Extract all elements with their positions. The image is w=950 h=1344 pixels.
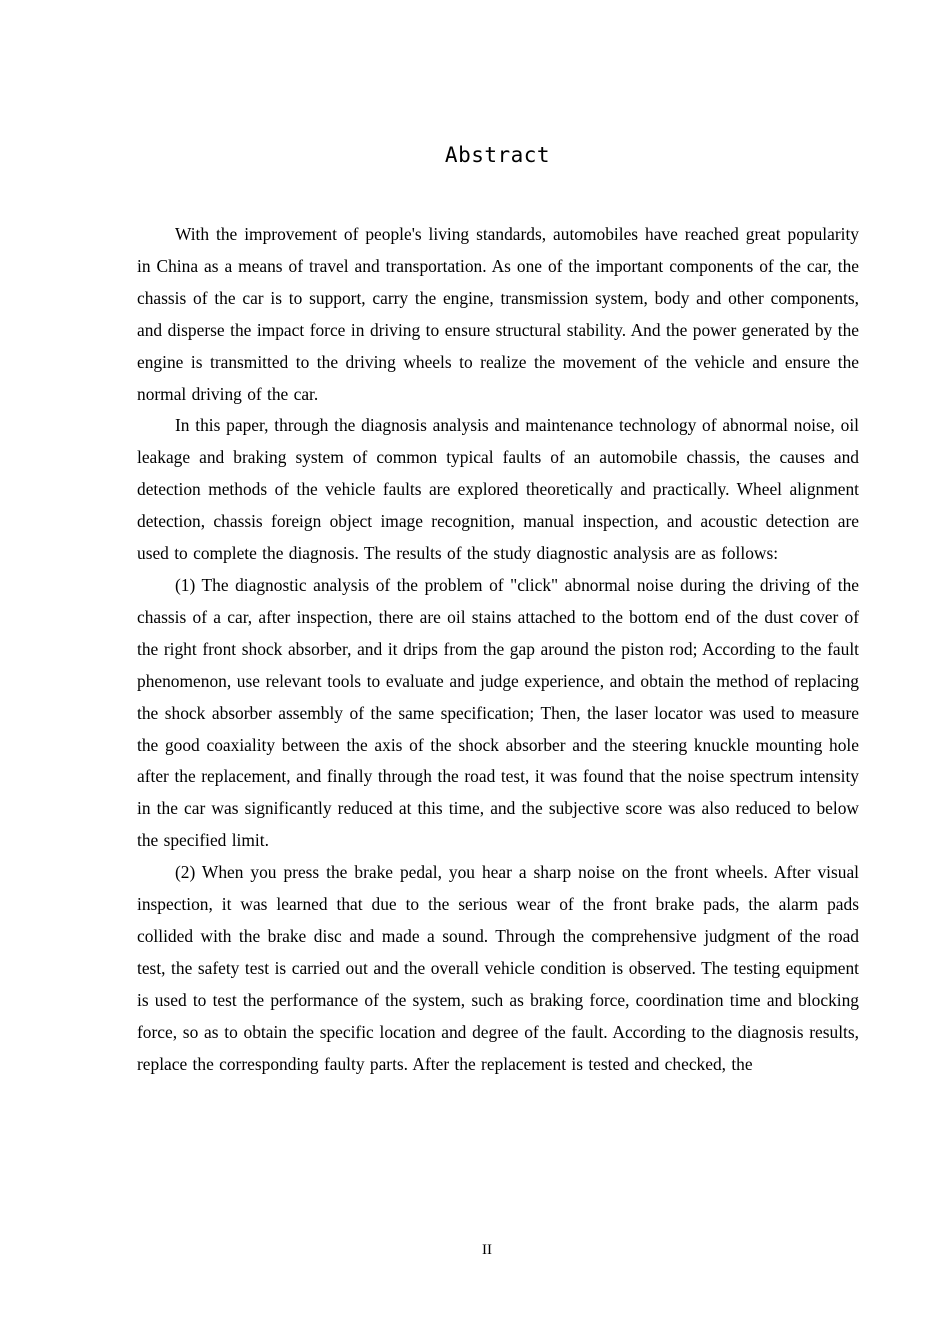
paragraph-result-1: (1) The diagnostic analysis of the problem of "click" abnormal noise during the driving of the chassis of a car, after inspection, there are oil stains attached to the bottom end of the dust cover of the right front shock absorber, and it drips from the gap around the piston rod; According to the fault phenomenon, use relevant tools to evaluate and judge experience, and obtain the method of replacing the shock absorber assembly of the same specification; Then, the laser locator was used to measure the good coaxiality between the axis of the shock absorber and the steering knuckle mounting hole after the replacement, and finally through the road test, it was found that the noise spectrum intensity in the car was significantly reduced at this time, and the subjective score was also reduced to below the specified limit. (137, 574, 859, 851)
paragraph-intro: With the improvement of people's living standards, automobiles have reached great popularity in China as a means of travel and transportation. As one of the important components of the car, the chassis of the car is to support, carry the engine, transmission system, body and other components, and disperse the impact force in driving to ensure structural stability. And the power generated by the engine is transmitted to the driving wheels to realize the movement of the vehicle and ensure the normal driving of the car. (137, 224, 859, 404)
paragraph-method: In this paper, through the diagnosis analysis and maintenance technology of abnormal noise, oil leakage and braking system of common typical faults of an automobile chassis, the causes and detection methods of the vehicle faults are explored theoretically and practically. Wheel alignment detection, chassis foreign object image recognition, manual inspection, and acoustic detection are used to complete the diagnosis. The results of the study diagnostic analysis are as follows: (137, 415, 859, 564)
paragraph-result-2: (2) When you press the brake pedal, you hear a sharp noise on the front wheels. After visual inspection, it was learned that due to the serious wear of the front brake pads, the alarm pads collided with the brake disc and made a sound. Through the comprehensive judgment of the road test, the safety test is carried out and the overall vehicle condition is observed. The testing equipment is used to test the performance of the system, such as braking force, coordination time and blocking force, so as to obtain the specific location and degree of the fault. According to the diagnosis results, replace the corresponding faulty parts. After the replacement is tested and checked, the (137, 862, 859, 1074)
abstract-title: Abstract (444, 143, 551, 167)
page-number: II (482, 1242, 492, 1258)
abstract-body (137, 219, 859, 1080)
